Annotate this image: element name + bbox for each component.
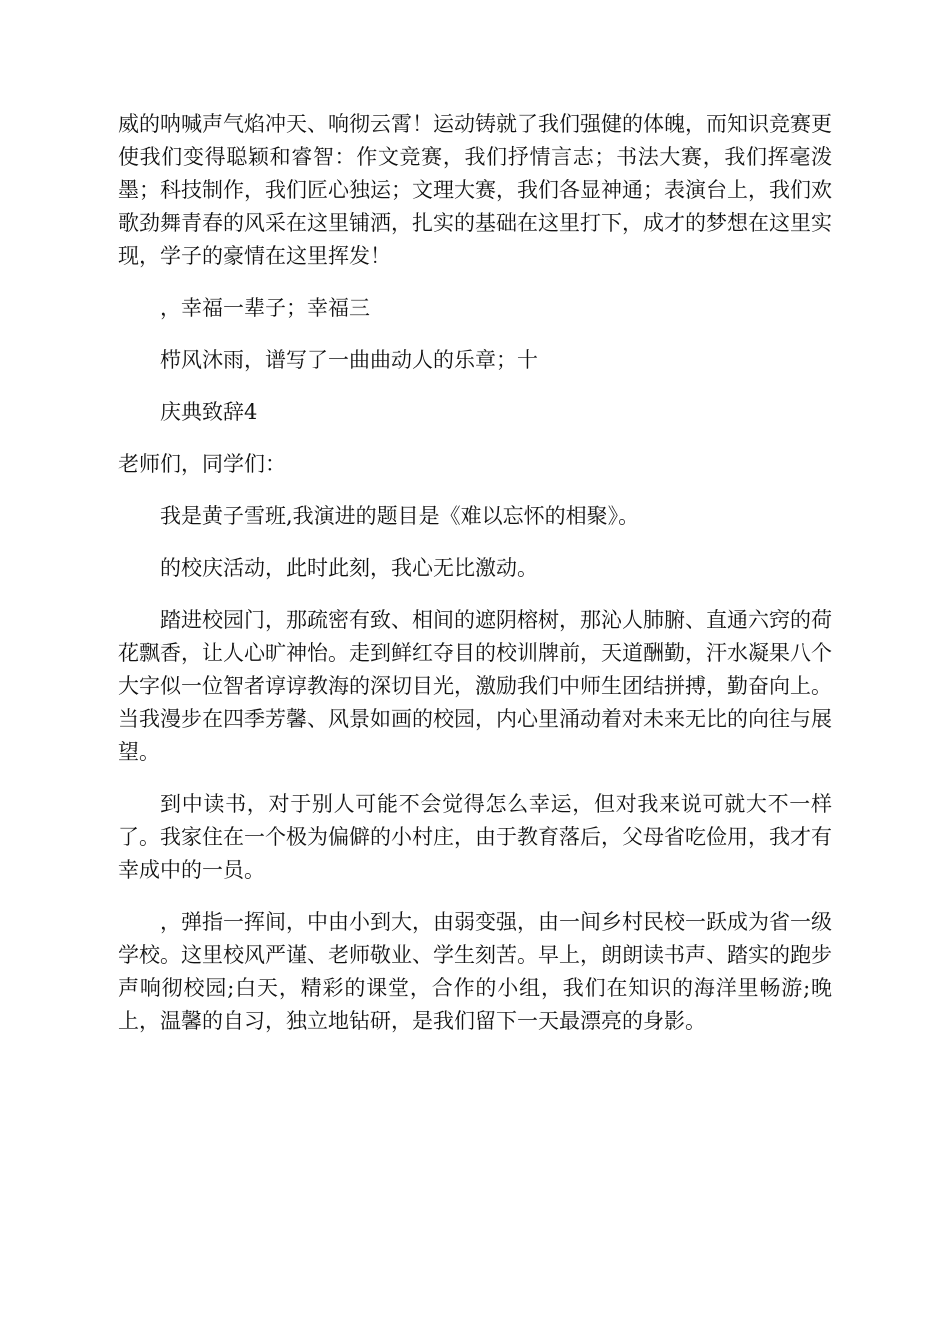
paragraph-fragment-happiness: ，幸福一辈子；幸福三: [160, 296, 370, 320]
paragraph-fragment-wind-rain: 栉风沐雨，谱写了一曲曲动人的乐章；十: [160, 348, 538, 372]
document-page: [118, 108, 832, 1057]
section-heading: 庆典致辞4: [160, 400, 258, 424]
paragraph-sports-and-contests: 威的呐喊声气焰冲天、响彻云霄！运动铸就了我们强健的体魄，而知识竞赛更使我们变得聪颖和睿智：作文竞赛，我们抒情言志；书法大赛，我们挥毫泼墨；科技制作，我们匠心独运；文理大赛，我们各显神通；表演台上，我们欢歌劲舞青春的风采在这里铺洒，扎实的基础在这里打下，成才的梦想在这里实现，学子的豪情在这里挥发！: [118, 112, 832, 268]
salutation: 老师们，同学们：: [118, 452, 286, 476]
paragraph-celebration: 的校庆活动，此时此刻，我心无比激动。: [160, 556, 538, 580]
paragraph-studying: 到中读书，对于别人可能不会觉得怎么幸运，但对我来说可就大不一样了。我家住在一个极为偏僻的小村庄，由于教育落后，父母省吃俭用，我才有幸成中的一员。: [118, 792, 832, 882]
paragraph-school-growth: ，弹指一挥间，中由小到大，由弱变强，由一间乡村民校一跃成为省一级学校。这里校风严谨、老师敬业、学生刻苦。早上，朗朗读书声、踏实的跑步声响彻校园;白天，精彩的课堂，合作的小组，我们在知识的海洋里畅游;晚上，温馨的自习，独立地钻研，是我们留下一天最漂亮的身影。: [118, 910, 832, 1033]
paragraph-campus-gate: 踏进校园门，那疏密有致、相间的遮阴榕树，那沁人肺腑、直通六窍的荷花飘香，让人心旷神怡。走到鲜红夺目的校训牌前，天道酬勤，汗水凝果八个大字似一位智者谆谆教海的深切目光，激励我们中师生团结拼搏，勤奋向上。当我漫步在四季芳馨、风景如画的校园，内心里涌动着对未来无比的向往与展望。: [118, 608, 832, 764]
paragraph-speaker-intro: 我是黄子雪班,我演进的题目是《难以忘怀的相聚》。: [160, 504, 640, 528]
